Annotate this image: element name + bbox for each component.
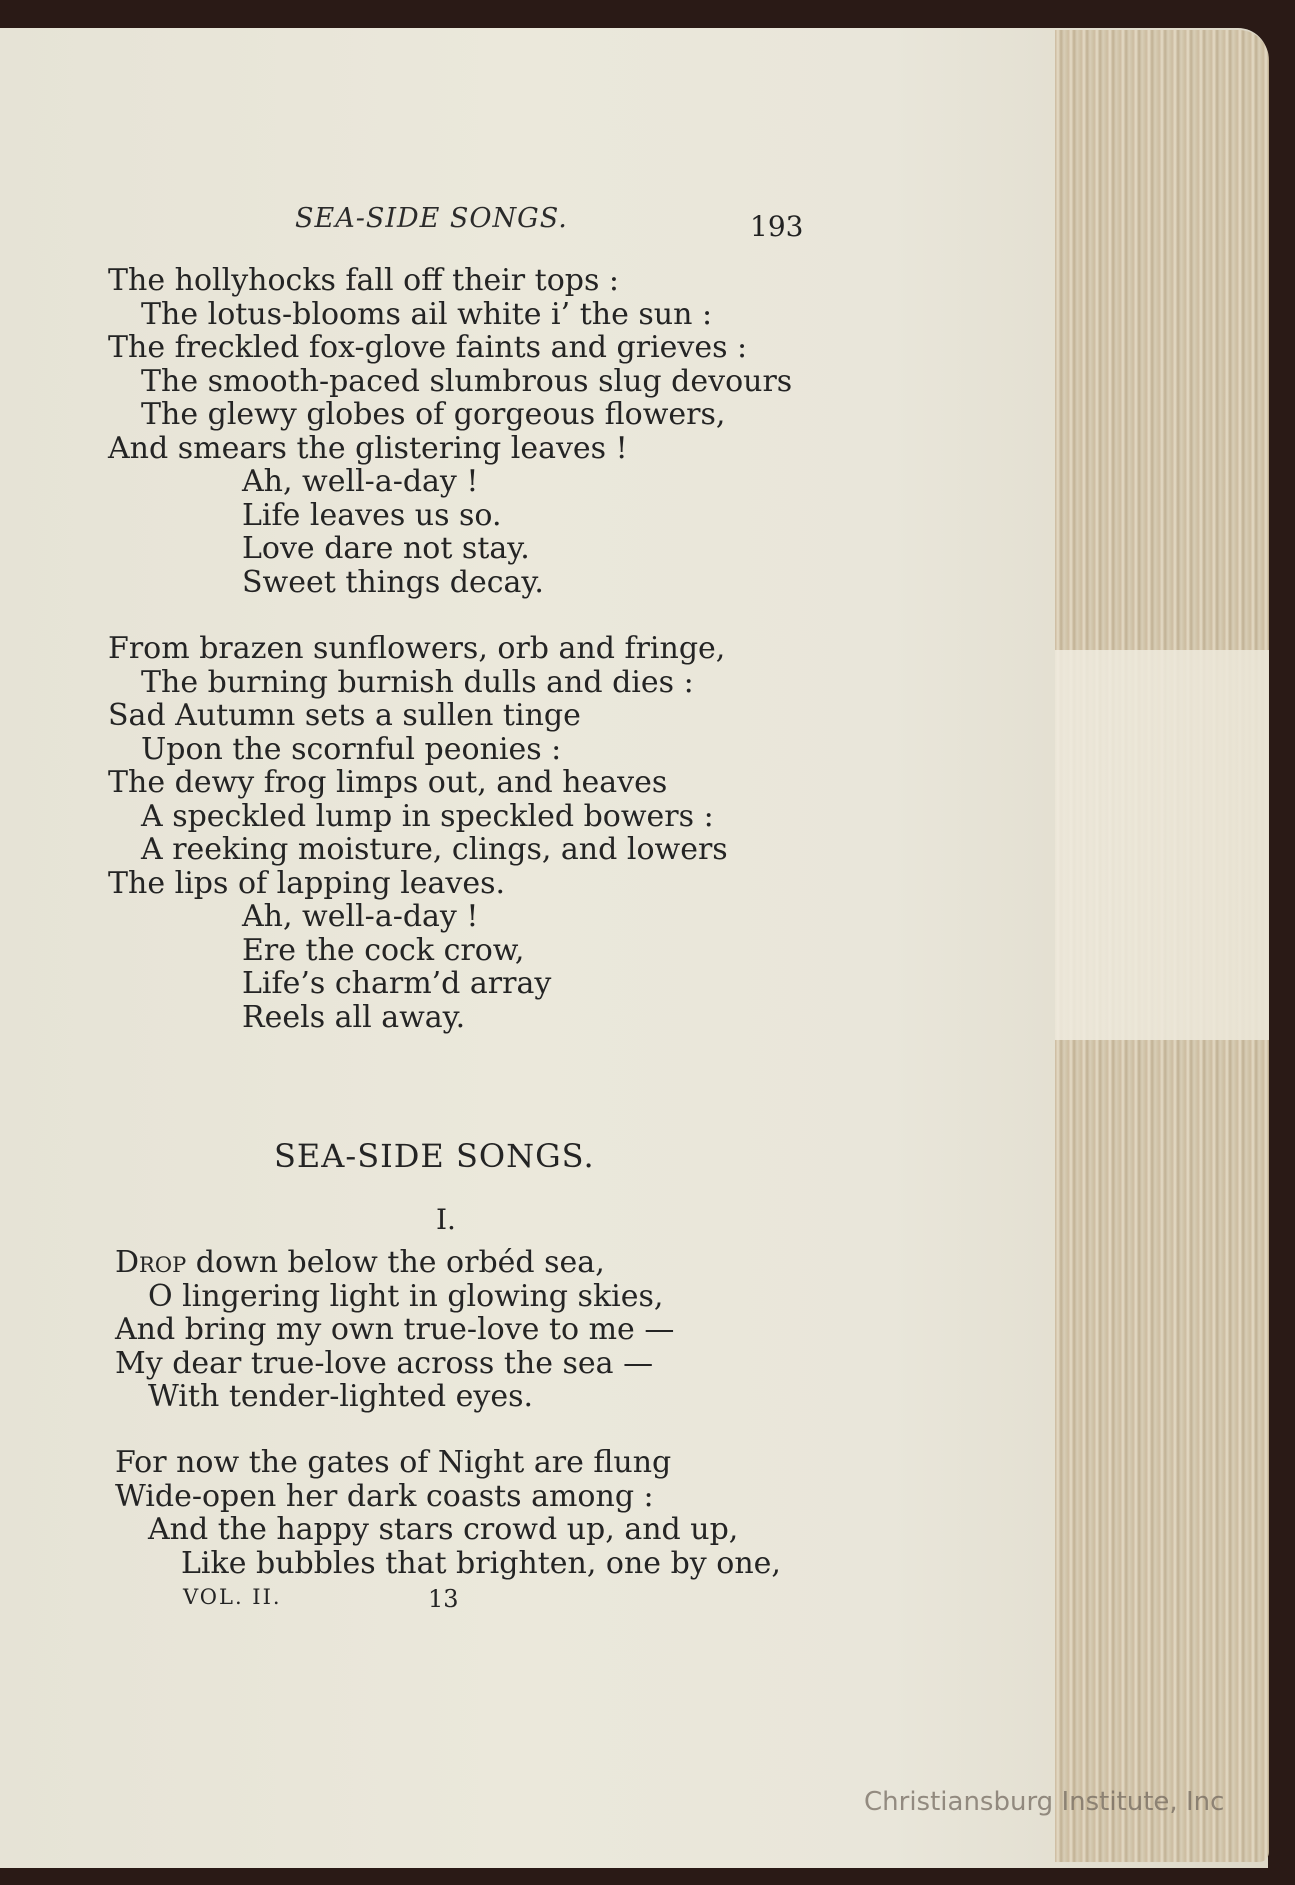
refrain-line: Ah, well-a-day ! <box>242 464 479 499</box>
verse-line <box>115 1246 674 1280</box>
page-number: 193 <box>750 210 804 243</box>
verse-line: With tender-lighted eyes. <box>148 1379 534 1414</box>
verse-line: A reeking moisture, clings, and lowers <box>141 832 728 867</box>
verse-text: down below the orbéd sea, <box>186 1245 605 1280</box>
stanza-4 <box>115 1446 781 1580</box>
volume-footer: VOL. II. <box>183 1585 282 1609</box>
refrain-line: Ah, well-a-day ! <box>242 899 479 934</box>
stanza-2 <box>108 632 728 1034</box>
refrain-line: Ere the cock crow, <box>242 932 525 968</box>
verse-line: Like bubbles that brighten, one by one, <box>181 1545 781 1581</box>
stanza-1 <box>108 264 792 599</box>
verse-line: And bring my own true-love to me — <box>115 1312 675 1347</box>
verse-line: From brazen sunflowers, orb and fringe, <box>108 631 726 666</box>
stanza-3 <box>115 1246 674 1414</box>
refrain-line: Reels all away. <box>242 999 466 1035</box>
refrain-line: Sweet things decay. <box>242 564 544 600</box>
refrain-line: Life leaves us so. <box>242 497 502 533</box>
signature-mark: 13 <box>428 1585 459 1613</box>
verse-line: Upon the scornful peonies : <box>141 731 562 767</box>
verse-line: And smears the glistering leaves ! <box>108 430 628 466</box>
verse-line: The freckled fox-glove faints and grieves : <box>108 330 748 365</box>
page-edges-highlight <box>1055 650 1269 1040</box>
verse-line: A speckled lump in speckled bowers : <box>141 798 714 834</box>
watermark: Christiansburg Institute, Inc <box>864 1787 1225 1817</box>
verse-line: Sad Autumn sets a sullen tinge <box>108 698 581 733</box>
running-title: SEA-SIDE SONGS. <box>295 203 568 234</box>
verse-line: And the happy stars crowd up, and up, <box>148 1512 739 1547</box>
verse-line: My dear true-love across the sea — <box>115 1345 654 1381</box>
section-number: I. <box>436 1203 456 1236</box>
verse-line: The smooth-paced slumbrous slug devours <box>141 363 793 399</box>
verse-line: The lotus-blooms ail white i’ the sun : <box>141 296 713 332</box>
verse-line: The burning burnish dulls and dies : <box>141 664 694 700</box>
verse-line: The lips of lapping leaves. <box>108 865 506 901</box>
verse-line: The dewy frog limps out, and heaves <box>108 765 668 800</box>
verse-line: O lingering light in glowing skies, <box>148 1278 664 1314</box>
verse-line: For now the gates of Night are flung <box>115 1445 672 1480</box>
verse-line: Wide-open her dark coasts among : <box>115 1478 654 1514</box>
verse-line: The hollyhocks fall off their tops : <box>108 263 620 298</box>
verse-line: The glewy globes of gorgeous flowers, <box>141 397 726 432</box>
refrain-line: Love dare not stay. <box>242 531 530 566</box>
refrain-line: Life’s charm’d array <box>242 966 552 1001</box>
drop-cap-word: Drop <box>115 1245 187 1280</box>
section-title: SEA-SIDE SONGS. <box>274 1137 595 1175</box>
